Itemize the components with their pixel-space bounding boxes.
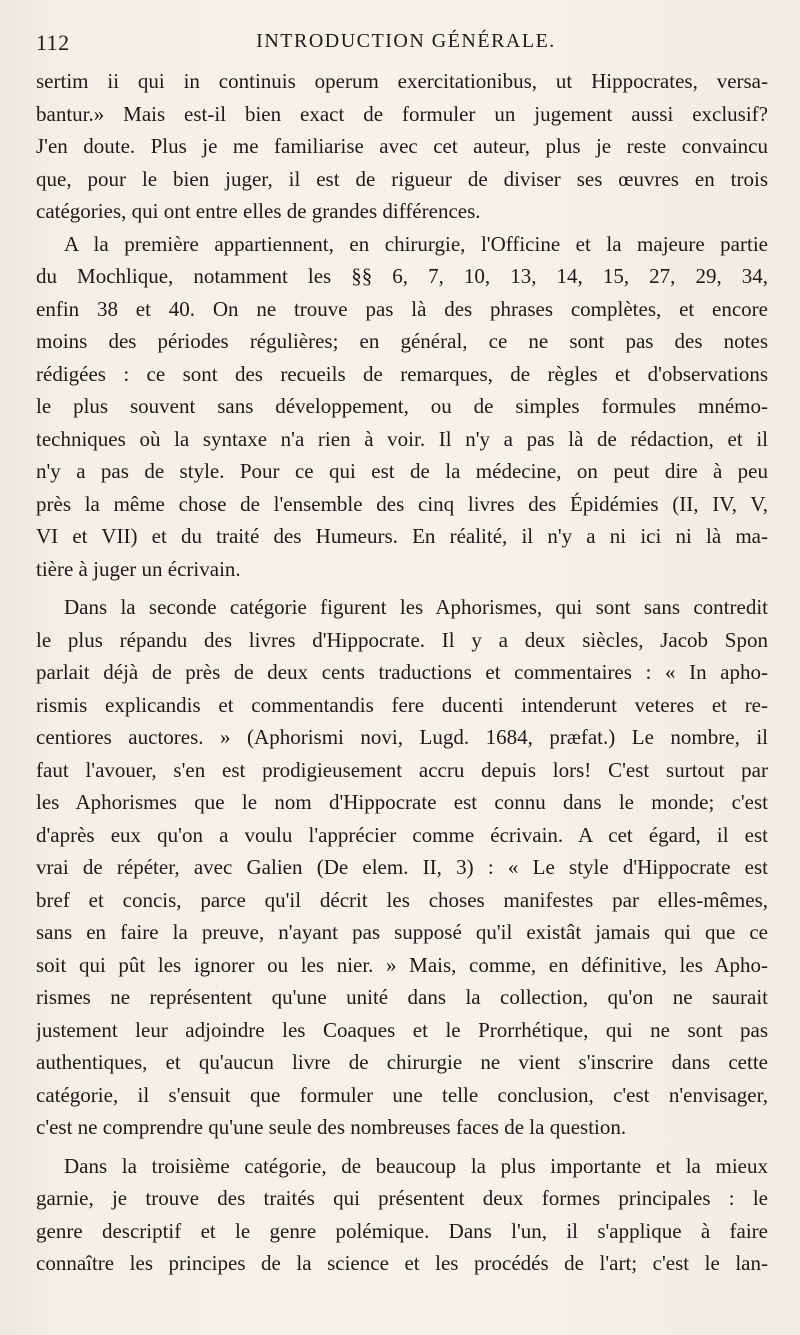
text-line: justement leur adjoindre les Coaques et le Prorrhétique, qui ne sont pas	[36, 1017, 768, 1042]
text-line: A la première appartiennent, en chirurgie, l'Officine et la majeure partie	[64, 231, 768, 256]
text-line: parlait déjà de près de deux cents traductions et commentaires : « In apho-	[36, 660, 768, 684]
text-line: Dans la seconde catégorie figurent les Aphorismes, qui sont sans contredit	[64, 595, 768, 619]
text-line: garnie, je trouve des traités qui présentent deux formes principales : le	[36, 1186, 768, 1210]
text-line: n'y a pas de style. Pour ce qui est de la médecine, on peut dire à peu	[36, 459, 768, 483]
text-line: bref et concis, parce qu'il décrit les choses manifestes par elles-mêmes,	[36, 887, 768, 912]
text-line: sans en faire la preuve, n'ayant pas supposé qu'il existât jamais qui que ce	[36, 920, 768, 944]
paragraph	[36, 591, 768, 1144]
running-head: INTRODUCTION GÉNÉRALE.	[256, 30, 556, 52]
text-line: les Aphorismes que le nom d'Hippocrate est connu dans le monde; c'est	[36, 790, 768, 814]
text-line: vrai de répéter, avec Galien (De elem. II, 3) : « Le style d'Hippocrate est	[36, 855, 768, 879]
text-line: catégories, qui ont entre elles de grandes différences.	[36, 199, 481, 223]
paragraph	[36, 1150, 768, 1280]
text-line: tière à juger un écrivain.	[36, 556, 241, 581]
text-line: techniques où la syntaxe n'a rien à voir. Il n'y a pas là de rédaction, et il	[36, 426, 768, 451]
page-number: 112	[36, 30, 70, 55]
text-line: le plus répandu des livres d'Hippocrate. Il y a deux siècles, Jacob Spon	[36, 627, 768, 652]
text-line: enfin 38 et 40. On ne trouve pas là des phrases complètes, et encore	[36, 296, 768, 321]
body-text	[36, 65, 768, 1280]
text-line: rismes ne représentent qu'une unité dans la collection, qu'on ne saurait	[36, 985, 768, 1009]
text-line: rédigées : ce sont des recueils de remarques, de règles et d'observations	[36, 361, 768, 386]
page-header	[36, 30, 776, 60]
text-line: faut l'avouer, s'en est prodigieusement accru depuis lors! C'est surtout par	[36, 757, 768, 782]
text-line: authentiques, et qu'aucun livre de chirurgie ne vient s'inscrire dans cette	[36, 1050, 768, 1074]
text-line: J'en doute. Plus je me familiarise avec cet auteur, plus je reste convaincu	[36, 134, 768, 158]
text-line: centiores auctores. » (Aphorismi novi, Lugd. 1684, præfat.) Le nombre, il	[36, 725, 768, 749]
text-line: Dans la troisième catégorie, de beaucoup la plus importante et la mieux	[64, 1153, 768, 1178]
text-line: près la même chose de l'ensemble des cinq livres des Épidémies (II, IV, V,	[36, 491, 768, 516]
text-line: sertim ii qui in continuis operum exercitationibus, ut Hippocrates, versa-	[36, 69, 768, 93]
text-line: soit qui pût les ignorer ou les nier. » Mais, comme, en définitive, les Apho-	[36, 952, 768, 977]
text-line: du Mochlique, notamment les §§ 6, 7, 10, 13, 14, 15, 27, 29, 34,	[36, 264, 768, 288]
text-line: connaître les principes de la science et les procédés de l'art; c'est le lan-	[36, 1251, 768, 1275]
text-line: genre descriptif et le genre polémique. Dans l'un, il s'applique à faire	[36, 1218, 768, 1243]
text-line: c'est ne comprendre qu'une seule des nombreuses faces de la question.	[36, 1115, 627, 1139]
paragraph	[36, 65, 768, 228]
text-line: que, pour le bien juger, il est de rigueur de diviser ses œuvres en trois	[36, 166, 768, 191]
paragraph	[36, 228, 768, 586]
text-line: rismis explicandis et commentandis fere ducenti intenderunt veteres et re-	[36, 692, 768, 717]
text-line: d'après eux qu'on a voulu l'apprécier comme écrivain. A cet égard, il est	[36, 822, 768, 847]
text-line: catégorie, il s'ensuit que formuler une telle conclusion, c'est n'envisager,	[36, 1082, 768, 1107]
text-line: bantur.» Mais est-il bien exact de formuler un jugement aussi exclusif?	[36, 101, 768, 126]
text-line: VI et VII) et du traité des Humeurs. En réalité, il n'y a ni ici ni là ma-	[36, 524, 768, 548]
text-line: moins des périodes régulières; en général, ce ne sont pas des notes	[36, 329, 768, 353]
text-line: le plus souvent sans développement, ou de simples formules mnémo-	[36, 394, 768, 418]
